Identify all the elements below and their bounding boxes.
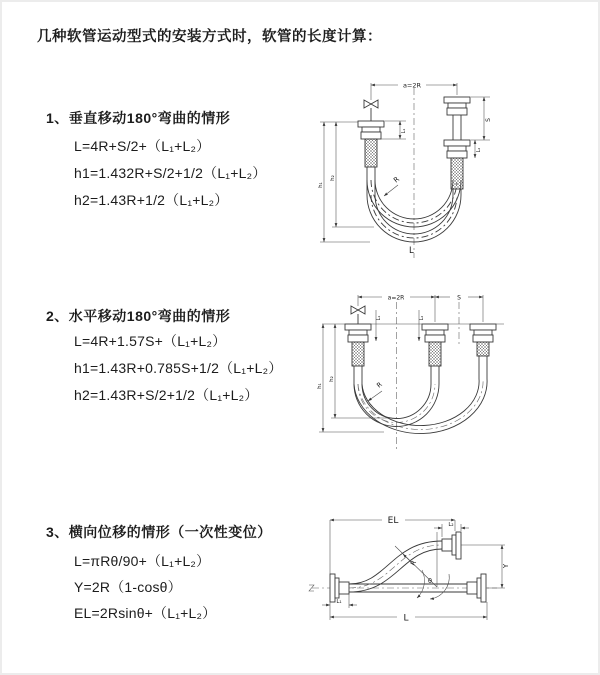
section-1-formula-h2: h2=1.43R+1/2（L₁+L₂） [74, 192, 229, 208]
section-1-formula-h1: h1=1.432R+S/2+1/2（L₁+L₂） [74, 165, 267, 181]
construction-lines [395, 532, 449, 599]
radius-label: R [392, 175, 402, 185]
dim-label-h1: h₁ [318, 182, 324, 188]
diagram-vertical-180-bend [314, 70, 544, 265]
section-1-heading: 1、垂直移动180°弯曲的情形 [46, 110, 231, 126]
dim-label-l: L [403, 613, 409, 624]
dim-label-s: S [485, 118, 492, 122]
dim-label-l2: L₂ [476, 147, 482, 153]
right-lower-flange-fitting [467, 574, 486, 602]
right-fitting-upper [444, 97, 470, 140]
braided-section [429, 342, 441, 366]
right-fitting-lower [444, 140, 470, 189]
middle-fitting [422, 324, 448, 366]
diagram-lateral-displacement [297, 502, 597, 657]
dim-label-s: S [457, 294, 461, 302]
section-2-formula-h2: h2=1.43R+S/2+1/2（L₁+L₂） [74, 387, 259, 403]
page-title: 几种软管运动型式的安装方式时，软管的长度计算： [37, 29, 382, 45]
dim-label-y: Y [502, 563, 510, 569]
dim-label-a2r: a=2R [402, 81, 422, 90]
dim-label-h1: h₁ [317, 383, 323, 389]
section-3-formula-y: Y=2R（1-cosθ） [74, 579, 182, 595]
hose-u-bends [354, 356, 487, 434]
section-3-heading: 3、横向位移的情形（一次性变位） [46, 524, 272, 540]
dim-label-h2: h₂ [330, 175, 336, 181]
braided-section [477, 342, 489, 356]
left-flange-fitting [330, 574, 349, 602]
dim-label-el: EL [387, 516, 399, 526]
dim-label-h2: h₂ [329, 376, 335, 382]
dim-label-l2: L₂ [419, 315, 425, 321]
left-fitting [358, 121, 384, 167]
section-1-formula-l: L=4R+S/2+（L₁+L₂） [74, 138, 211, 154]
braided-section [365, 139, 377, 167]
section-2-heading: 2、水平移动180°弯曲的情形 [46, 308, 231, 324]
left-fitting [345, 324, 371, 366]
dim-label-l1: L₁ [401, 128, 407, 134]
section-2-formula-h1: h1=1.43R+0.785S+1/2（L₁+L₂） [74, 360, 283, 376]
braided-section [451, 158, 463, 189]
section-3-formula-el: EL=2Rsinθ+（L₁+L₂） [74, 605, 217, 621]
dim-label-a2r: a=2R [387, 294, 405, 302]
radius-label: R [408, 559, 418, 567]
dim-label-l1: L₁ [336, 599, 342, 605]
right-fitting [470, 324, 496, 356]
length-label: L [409, 246, 414, 256]
dimension-lines [319, 295, 504, 432]
dimension-lines [322, 520, 505, 620]
radius-label: R [375, 380, 384, 390]
diagram-horizontal-180-bend [314, 284, 554, 469]
dim-label-l2: L₂ [448, 522, 454, 528]
diagram-labels [336, 516, 510, 624]
section-3-formula-l: L=πRθ/90+（L₁+L₂） [74, 553, 211, 569]
right-upper-flange-fitting [442, 532, 461, 559]
valve-icon [364, 100, 378, 121]
section-2-formula-l: L=4R+1.57S+（L₁+L₂） [74, 333, 227, 349]
braided-section [352, 342, 364, 366]
valve-icon [351, 306, 365, 324]
dim-label-theta: θ [428, 577, 432, 585]
dim-label-l1: L₁ [376, 315, 382, 321]
